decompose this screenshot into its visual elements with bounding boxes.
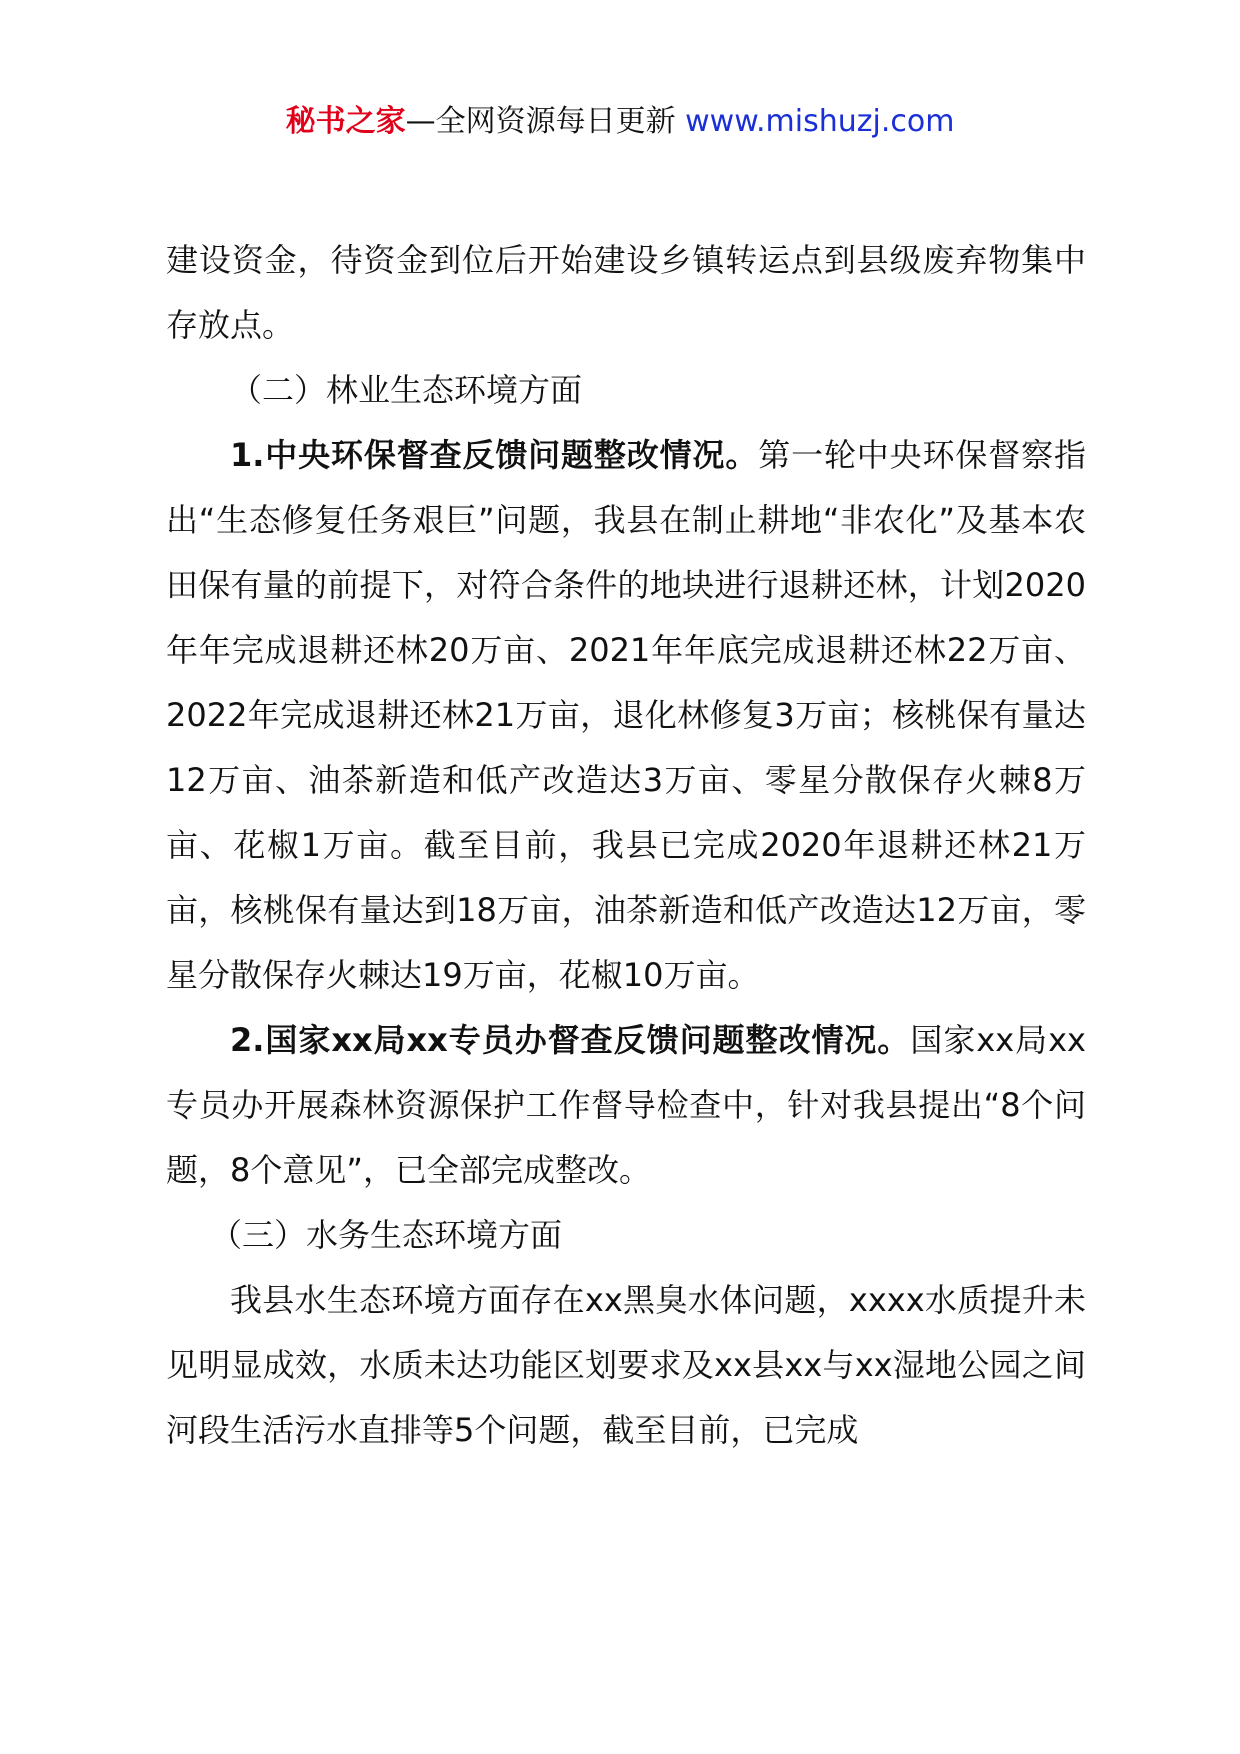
brand-name: 秘书之家: [285, 104, 406, 139]
page-header: [0, 100, 1240, 144]
section-heading-water: （三）水务生态环境方面: [210, 1216, 563, 1254]
item-2-text: 国家xx局xx专员办开展森林资源保护工作督导检查中，针对我县提出“8个问题，8个意见”，已全部完成整改。: [166, 1021, 1086, 1189]
paragraph-water: 我县水生态环境方面存在xx黑臭水体问题，xxxx水质提升未见明显成效，水质未达功能区划要求及xx县xx与xx湿地公园之间河段生活污水直排等5个问题，截至目前，已完成: [166, 1281, 1086, 1449]
paragraph-item-2: [166, 1008, 1086, 1203]
item-1-heading: 1.中央环保督查反馈问题整改情况。: [230, 436, 759, 474]
item-2-heading: 2.国家xx局xx专员办督查反馈问题整改情况。: [230, 1021, 911, 1059]
paragraph-continuation: 建设资金，待资金到位后开始建设乡镇转运点到县级废弃物集中存放点。: [166, 241, 1086, 344]
document-body: [166, 228, 1086, 1463]
header-tagline: —全网资源每日更新: [405, 104, 686, 139]
website-link[interactable]: www.mishuzj.com: [685, 104, 955, 139]
item-1-text: 第一轮中央环保督察指出“生态修复任务艰巨”问题，我县在制止耕地“非农化”及基本农田保有量的前提下，对符合条件的地块进行退耕还林，计划2020年年完成退耕还林20万亩、2021年年底完成退耕还林22万亩、2022年完成退耕还林21万亩，退化林修复3万亩；核桃保有量达12万亩、油茶新造和低产改造达3万亩、零星分散保存火棘8万亩、花椒1万亩。截至目前，我县已完成2020年退耕还林21万亩，核桃保有量达到18万亩，油茶新造和低产改造达12万亩，零星分散保存火棘达19万亩，花椒10万亩。: [166, 436, 1086, 994]
section-heading-forestry: （二）林业生态环境方面: [230, 371, 583, 409]
paragraph-item-1: [166, 423, 1086, 1008]
